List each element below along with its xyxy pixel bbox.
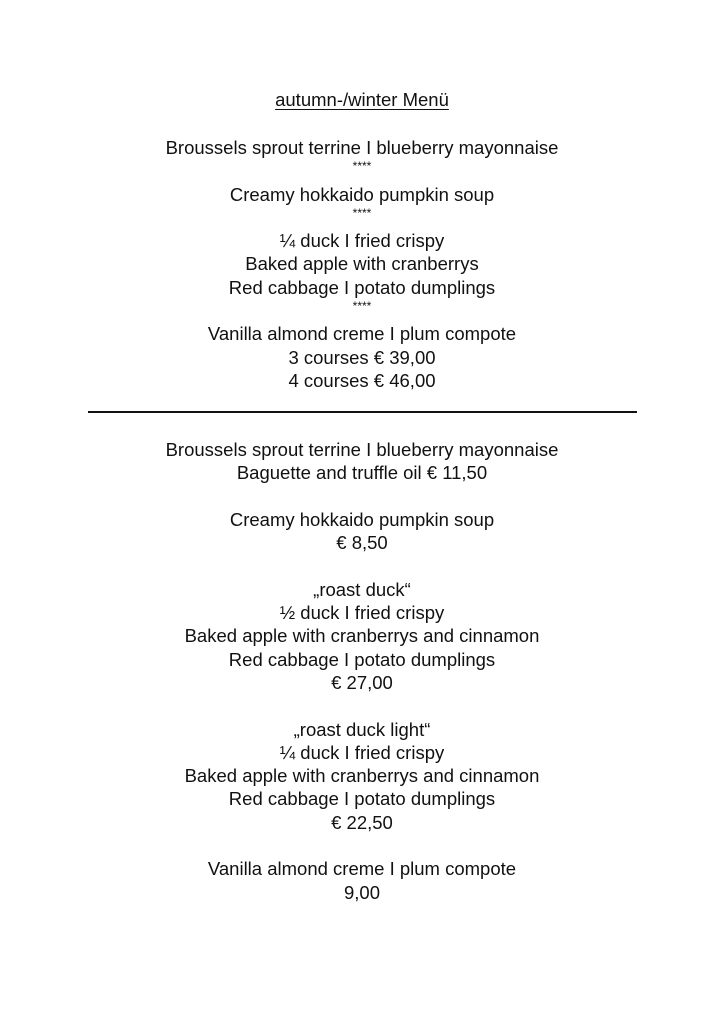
course-separator: **** [352,299,372,314]
soup-price: € 8,50 [336,532,388,554]
roast-duck-light-description: Red cabbage I potato dumplings [228,788,496,810]
roast-duck-name: „roast duck“ [313,578,411,600]
roast-duck-description: Red cabbage I potato dumplings [228,648,496,670]
dessert-name: Vanilla almond creme I plum compote [207,858,517,880]
set-menu-price-4-courses: 4 courses € 46,00 [288,369,436,391]
starter-price-line: Baguette and truffle oil € 11,50 [236,462,488,484]
set-menu-section [0,136,724,392]
starter-name: Broussels sprout terrine I blueberry mayonnaise [165,439,559,460]
section-divider [88,411,637,413]
set-menu-course-3-line: Red cabbage I potato dumplings [228,276,496,298]
roast-duck-light-description: ¼ duck I fried crispy [279,741,445,763]
set-menu-course-3-line: Baked apple with cranberrys [245,253,479,275]
a-la-carte-section [0,438,724,904]
roast-duck-description: Baked apple with cranberrys and cinnamon [184,625,540,647]
roast-duck-light-price: € 22,50 [331,811,393,833]
set-menu-course-3-line: ¼ duck I fried crispy [279,230,445,252]
dessert-price: 9,00 [343,881,380,903]
roast-duck-light-name: „roast duck light“ [293,718,431,740]
set-menu-price-3-courses: 3 courses € 39,00 [288,346,436,368]
set-menu-course-4: Vanilla almond creme I plum compote [207,323,517,345]
roast-duck-price: € 27,00 [331,671,393,693]
soup-name: Creamy hokkaido pumpkin soup [229,508,495,530]
roast-duck-description: ½ duck I fried crispy [279,602,445,624]
course-separator: **** [352,159,372,174]
set-menu-course-2: Creamy hokkaido pumpkin soup [229,183,495,205]
roast-duck-light-description: Baked apple with cranberrys and cinnamon [184,765,540,787]
course-separator: **** [352,205,372,220]
set-menu-course-1: Broussels sprout terrine I blueberry mayonnaise [165,137,559,158]
menu-title: autumn-/winter Menü [275,89,449,110]
